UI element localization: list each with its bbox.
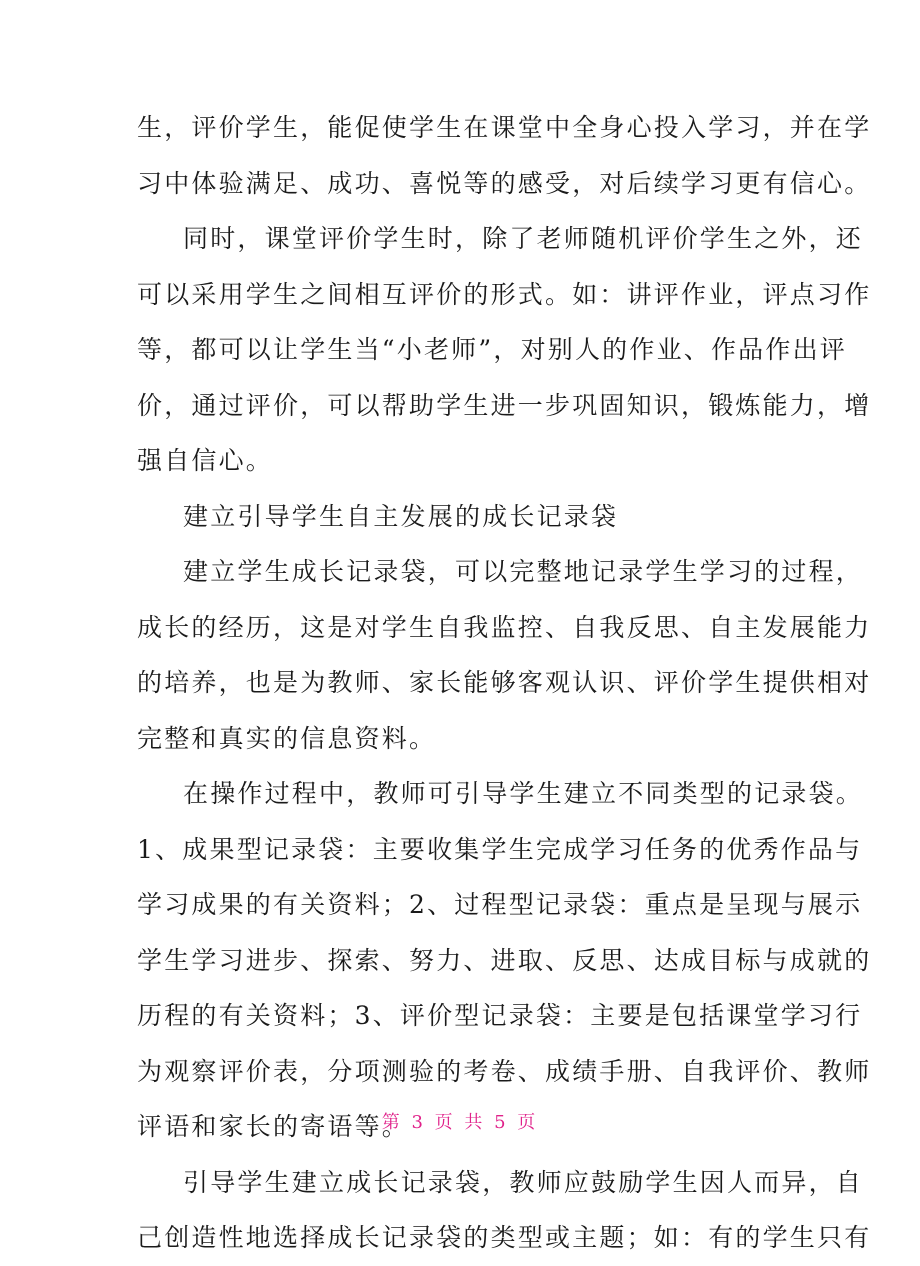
text-line: 1、成果型记录袋：主要收集学生完成学习任务的优秀作品与: [137, 834, 863, 864]
text-line: 习中体验满足、成功、喜悦等的感受，对后续学习更有信心。: [137, 168, 872, 198]
paragraph-start: 引导学生建立成长记录袋，教师应鼓励学生因人而异，自: [183, 1167, 864, 1197]
page-number: 第 3 页 共 5 页: [381, 1112, 539, 1133]
text-line: 成长的经历，这是对学生自我监控、自我反思、自主发展能力: [137, 612, 872, 642]
text-line: 为观察评价表，分项测验的考卷、成绩手册、自我评价、教师: [137, 1056, 872, 1086]
document-body: [137, 100, 872, 1266]
text-line: 价，通过评价，可以帮助学生进一步巩固知识，锻炼能力，增: [137, 390, 872, 420]
text-line: 完整和真实的信息资料。: [137, 723, 437, 753]
text-line: 的培养，也是为教师、家长能够客观认识、评价学生提供相对: [137, 668, 872, 697]
paragraph-start: 同时，课堂评价学生时，除了老师随机评价学生之外，还: [183, 224, 864, 253]
text-line: 强自信心。: [137, 446, 274, 475]
text-line: 评语和家长的寄语等。: [137, 1112, 410, 1141]
text-line: 等，都可以让学生当“小老师”，对别人的作业、作品作出评: [137, 335, 847, 364]
text-line: 学生学习进步、探索、努力、进取、反思、达成目标与成就的: [137, 945, 872, 975]
text-line: 己创造性地选择成长记录袋的类型或主题；如：有的学生只有: [137, 1223, 872, 1252]
text-line: 历程的有关资料；3、评价型记录袋：主要是包括课堂学习行: [137, 1001, 863, 1030]
text-line: 可以采用学生之间相互评价的形式。如：讲评作业，评点习作: [137, 279, 872, 309]
section-heading: 建立引导学生自主发展的成长记录袋: [183, 501, 619, 531]
paragraph-start: 在操作过程中，教师可引导学生建立不同类型的记录袋。: [183, 779, 864, 808]
paragraph-start: 建立学生成长记录袋，可以完整地记录学生学习的过程，: [183, 557, 864, 586]
text-line: 学习成果的有关资料；2、过程型记录袋：重点是呈现与展示: [137, 890, 863, 919]
text-line: 生，评价学生，能促使学生在课堂中全身心投入学习，并在学: [137, 113, 872, 142]
